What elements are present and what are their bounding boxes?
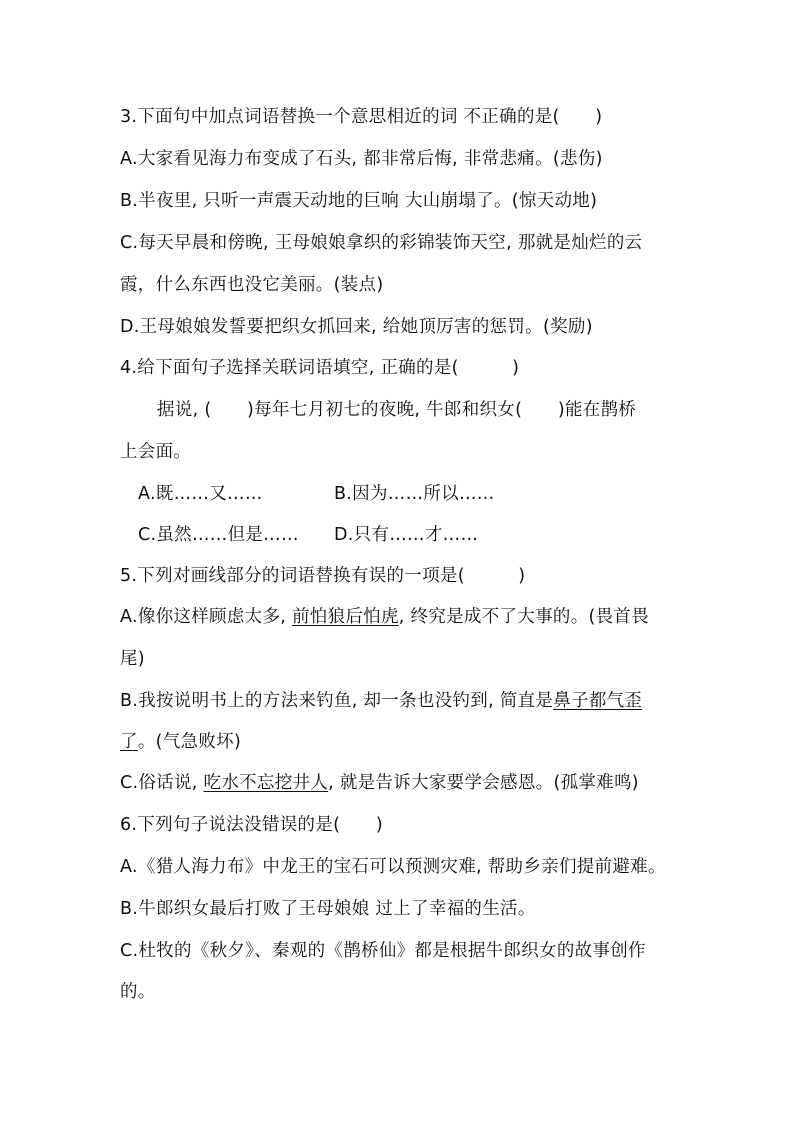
q5-option-b-line1 <box>120 690 680 712</box>
q5-b-underlined: 鼻子都气歪 <box>553 691 643 711</box>
q5-a-suffix: , 终究是成不了大事的。(畏首畏 <box>398 607 650 627</box>
q5-b-prefix: B.我按说明书上的方法来钓鱼, 却一条也没钓到, 简直是 <box>120 691 554 711</box>
q3-option-b: B.半夜里, 只听一声震天动地的巨响 大山崩塌了。(惊天动地) <box>120 191 598 211</box>
q4-option-b: B.因为……所以…… <box>334 484 495 504</box>
q5-b-suffix: 。(气急败坏) <box>137 732 242 752</box>
q6-option-c-line1: C.杜牧的《秋夕》、秦观的《鹊桥仙》都是根据牛郎织女的故事创作 <box>120 941 646 961</box>
q4-sentence-line1: 据说, ( )每年七月初七的夜晚, 牛郎和织女( )能在鹊桥 <box>157 400 637 420</box>
q5-c-underlined: 吃水不忘挖井人 <box>203 773 329 793</box>
q5-stem: 5.下列对画线部分的词语替换有误的一项是( ) <box>120 566 526 586</box>
q3-option-a: A.大家看见海力布变成了石头, 都非常后悔, 非常悲痛。(悲伤) <box>120 149 603 169</box>
q5-option-a-line1 <box>120 606 680 628</box>
q5-b-underlined-end: 了 <box>120 732 138 752</box>
q4-option-d: D.只有……才…… <box>334 525 479 545</box>
q4-option-c: C.虽然……但是…… <box>138 525 299 545</box>
q5-c-prefix: C.俗话说, <box>120 773 204 793</box>
q6-stem: 6.下列句子说法没错误的是( ) <box>120 815 383 835</box>
q5-option-b-line2 <box>120 731 680 753</box>
q5-a-prefix: A.像你这样顾虑太多, <box>120 607 292 627</box>
q6-option-b: B.牛郎织女最后打败了王母娘娘 过上了幸福的生活。 <box>120 899 536 919</box>
q6-option-a: A.《猎人海力布》中龙王的宝石可以预测灾难, 帮助乡亲们提前避难。 <box>120 857 666 877</box>
q5-option-a-line2: 尾) <box>120 649 145 669</box>
q5-a-underlined: 前怕狼后怕虎 <box>291 607 399 627</box>
q4-sentence-line2: 上会面。 <box>120 442 192 462</box>
q4-option-a: A.既……又…… <box>138 484 263 504</box>
q5-option-c <box>120 772 680 794</box>
q3-option-d: D.王母娘娘发誓要把织女抓回来, 给她顶厉害的惩罚。(奖励) <box>120 317 593 337</box>
q4-stem: 4.给下面句子选择关联词语填空, 正确的是( ) <box>120 358 520 378</box>
q3-option-c-line2: 霞，什么东西也没它美丽。(装点) <box>120 275 384 295</box>
q6-option-c-line2: 的。 <box>120 982 156 1002</box>
q5-c-suffix: , 就是告诉大家要学会感恩。(孤掌难鸣) <box>328 773 639 793</box>
q3-stem: 3.下面句中加点词语替换一个意思相近的词 不正确的是( ) <box>120 107 603 127</box>
q3-option-c-line1: C.每天早晨和傍晚, 王母娘娘拿织的彩锦装饰天空, 那就是灿烂的云 <box>120 233 643 253</box>
